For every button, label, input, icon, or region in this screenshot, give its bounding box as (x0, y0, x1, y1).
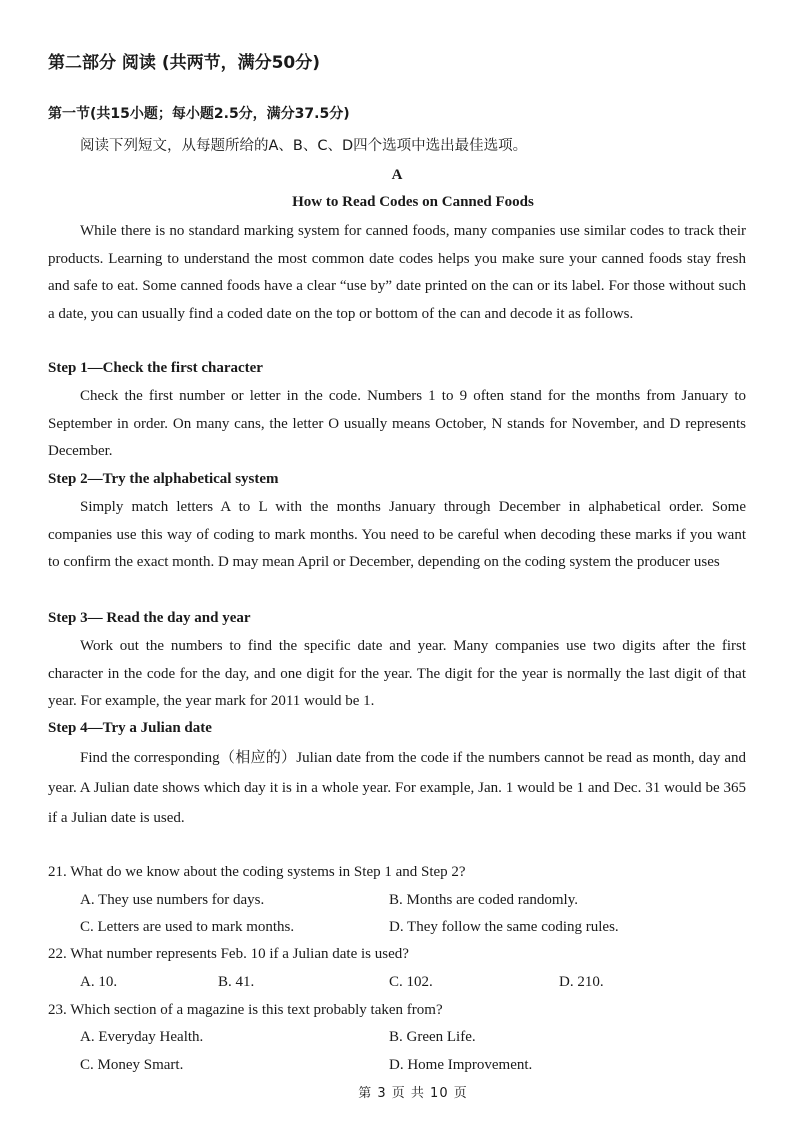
instruction: 阅读下列短文，从每题所给的A、B、C、D四个选项中选出最佳选项。 (80, 138, 528, 154)
passage-title: How to Read Codes on Canned Foods (292, 194, 534, 210)
q21-option-b[interactable]: B. Months are coded randomly. (389, 892, 578, 908)
step-2-text: Simply match letters A to L with the months January through December in alphabetical order. Some companies use this way of coding to mark months. You need to be careful when decoding these marks if you want to confirm the exact month. D may mean April or December, depending on the coding system the producer uses (48, 499, 746, 570)
q23-option-a[interactable]: A. Everyday Health. (80, 1029, 204, 1045)
q23-option-c[interactable]: C. Money Smart. (80, 1057, 184, 1073)
step-3-text: Work out the numbers to find the specific date and year. Many companies use two digits after the first character in the code for the day, and one digit for the year. The digit for the year is normally the last digit of that year. For example, the year mark for 2011 would be 1. (48, 638, 746, 709)
q22-option-d[interactable]: D. 210. (559, 974, 604, 990)
q21-option-d[interactable]: D. They follow the same coding rules. (389, 919, 619, 935)
exam-page (48, 0, 746, 1122)
q23-option-b[interactable]: B. Green Life. (389, 1029, 476, 1045)
q21-option-a[interactable]: A. They use numbers for days. (80, 892, 265, 908)
question-23: 23. Which section of a magazine is this text probably taken from? (48, 1002, 443, 1018)
step-4-heading: Step 4—Try a Julian date (48, 720, 212, 736)
q21-option-c[interactable]: C. Letters are used to mark months. (80, 919, 295, 935)
q22-option-a[interactable]: A. 10. (80, 974, 118, 990)
step-4-text: Find the corresponding（相应的）Julian date from the code if the numbers cannot be read as month, day and year. A Julian date shows which day it is in a whole year. For example, Jan. 1 would be 1 and Dec. 31 would be 365 if a Julian date is used. (48, 750, 746, 826)
passage-intro: While there is no standard marking system for canned foods, many companies use similar codes to track their products. Learning to understand the most common date codes helps you make sure your canned foods stay fresh and safe to eat. Some canned foods have a clear “use by” date printed on the can or its label. For those without such a date, you can usually find a coded date on the top or bottom of the can and decode it as follows. (48, 223, 746, 322)
step-2-heading: Step 2—Try the alphabetical system (48, 471, 279, 487)
q23-option-d[interactable]: D. Home Improvement. (389, 1057, 533, 1073)
step-3-heading: Step 3— Read the day and year (48, 610, 251, 626)
q22-option-c[interactable]: C. 102. (389, 974, 433, 990)
question-21: 21. What do we know about the coding systems in Step 1 and Step 2? (48, 864, 466, 880)
page-footer: 第 3 页 共 10 页 (358, 1086, 468, 1101)
step-1-heading: Step 1—Check the first character (48, 360, 263, 376)
q22-option-b[interactable]: B. 41. (218, 974, 255, 990)
passage-letter: A (391, 167, 403, 183)
part-title: 第二部分 阅读 (共两节，满分50分) (48, 53, 321, 73)
question-22: 22. What number represents Feb. 10 if a Julian date is used? (48, 946, 409, 962)
step-1-text: Check the first number or letter in the code. Numbers 1 to 9 often stand for the months from January to September in order. On many cans, the letter O usually means October, N stands for November, and D represents December. (48, 388, 746, 459)
section-title: 第一节(共15小题；每小题2.5分，满分37.5分) (48, 106, 350, 122)
